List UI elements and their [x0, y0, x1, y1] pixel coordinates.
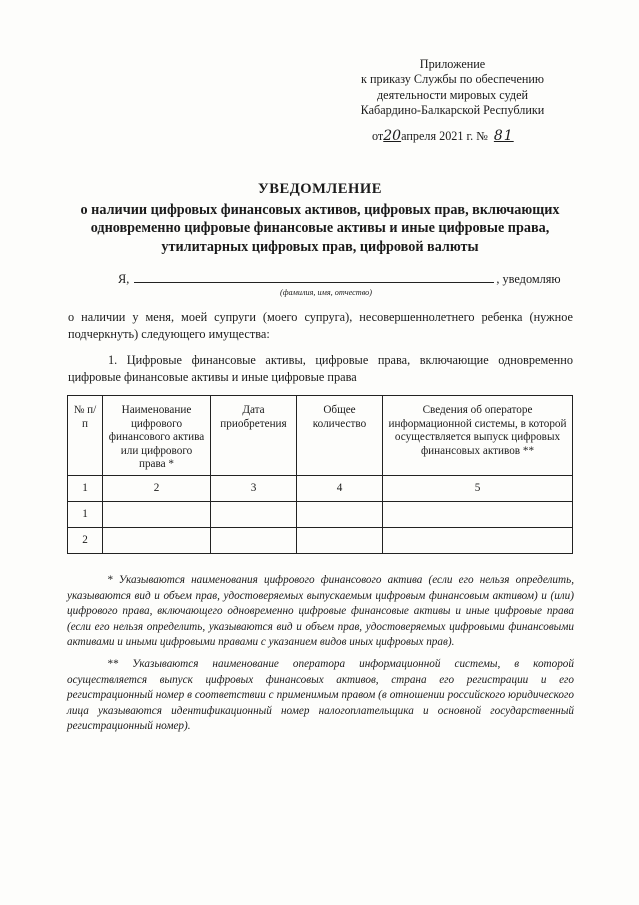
declarant-name-field[interactable]: [134, 272, 494, 283]
title-main: УВЕДОМЛЕНИЕ: [258, 181, 382, 197]
appendix-line: Приложение: [419, 57, 486, 71]
table-cell[interactable]: [383, 528, 573, 554]
header-cell: Наименование цифрового финансового актива или цифрового права *: [103, 396, 211, 476]
table-cell[interactable]: [297, 528, 383, 554]
order-rest: апреля 2021 г. №: [401, 129, 488, 143]
order-number-handwritten: 81: [493, 128, 514, 144]
column-number: 5: [383, 476, 573, 502]
column-number: 4: [297, 476, 383, 502]
appendix-block: [345, 57, 560, 119]
table-row: [68, 502, 573, 528]
table-cell[interactable]: [103, 502, 211, 528]
column-number: 1: [68, 476, 103, 502]
table-cell[interactable]: [383, 502, 573, 528]
order-day-handwritten: 20: [383, 128, 402, 144]
table-cell[interactable]: [211, 528, 297, 554]
section1-paragraph: 1. Цифровые финансовые активы, цифровые права, включающие одновременно цифровые финансовые активы и иные цифровые права: [68, 353, 573, 384]
header-cell: Сведения об операторе информационной системы, в которой осуществляется выпуск цифровых финансовых активов **: [383, 396, 573, 476]
table-cell[interactable]: [211, 502, 297, 528]
table-header-row: [68, 396, 573, 476]
appendix-line: деятельности мировых судей: [376, 87, 529, 102]
column-number: 2: [103, 476, 211, 502]
declarant-prefix: Я,: [118, 272, 130, 286]
document-title: [60, 180, 580, 256]
column-number: 3: [211, 476, 297, 502]
header-cell: Дата приобретения: [211, 396, 297, 476]
column-number-row: [68, 476, 573, 502]
footnote-1: * Указываются наименования цифрового финансового актива (если его нельзя определить, указываются вид и объем прав, удостоверяемых выпускаемым цифровым финансовым активом) и (или) цифрового права, включающего одновременно цифровые финансовые активы и иные цифровые права (если его нельзя определить, указываются вид и объем прав, удостоверяемых цифровыми финансовыми активами и иными цифровыми правами с указанием видов иных цифровых прав).: [67, 574, 574, 649]
table-row: [68, 528, 573, 554]
footnote-2: ** Указываются наименование оператора информационной системы, в которой осуществляется выпуск цифровых финансовых активов, страна его регистрации и его регистрационный номер в соответствии с применимым правом (в отношении российского юридического лица указываются идентификационный номер налогоплательщика и основной государственный регистрационный номер).: [67, 658, 574, 733]
appendix-line: к приказу Службы по обеспечению: [360, 72, 545, 87]
row-index: 2: [68, 528, 103, 554]
order-prefix: от: [372, 129, 384, 143]
row-index: 1: [68, 502, 103, 528]
declarant-hint: (фамилия, имя, отчество): [280, 288, 372, 297]
intro-paragraph: о наличии у меня, моей супруги (моего супруга), несовершеннолетнего ребенка (нужное подчеркнуть) следующего имущества:: [68, 310, 573, 341]
title-subtitle: о наличии цифровых финансовых активов, цифровых прав, включающих одновременно цифровые финансовые активы и иные цифровые права, утилитарных цифровых прав, цифровой валюты: [80, 201, 560, 255]
assets-table: [67, 395, 573, 554]
header-cell: Общее количество: [297, 396, 383, 476]
table-cell[interactable]: [297, 502, 383, 528]
table-cell[interactable]: [103, 528, 211, 554]
declarant-line: [118, 271, 578, 287]
declarant-suffix: , уведомляю: [496, 272, 561, 286]
order-date-line: [372, 128, 572, 144]
header-cell: № п/п: [68, 396, 103, 476]
appendix-line: Кабардино-Балкарской Республики: [360, 103, 545, 118]
